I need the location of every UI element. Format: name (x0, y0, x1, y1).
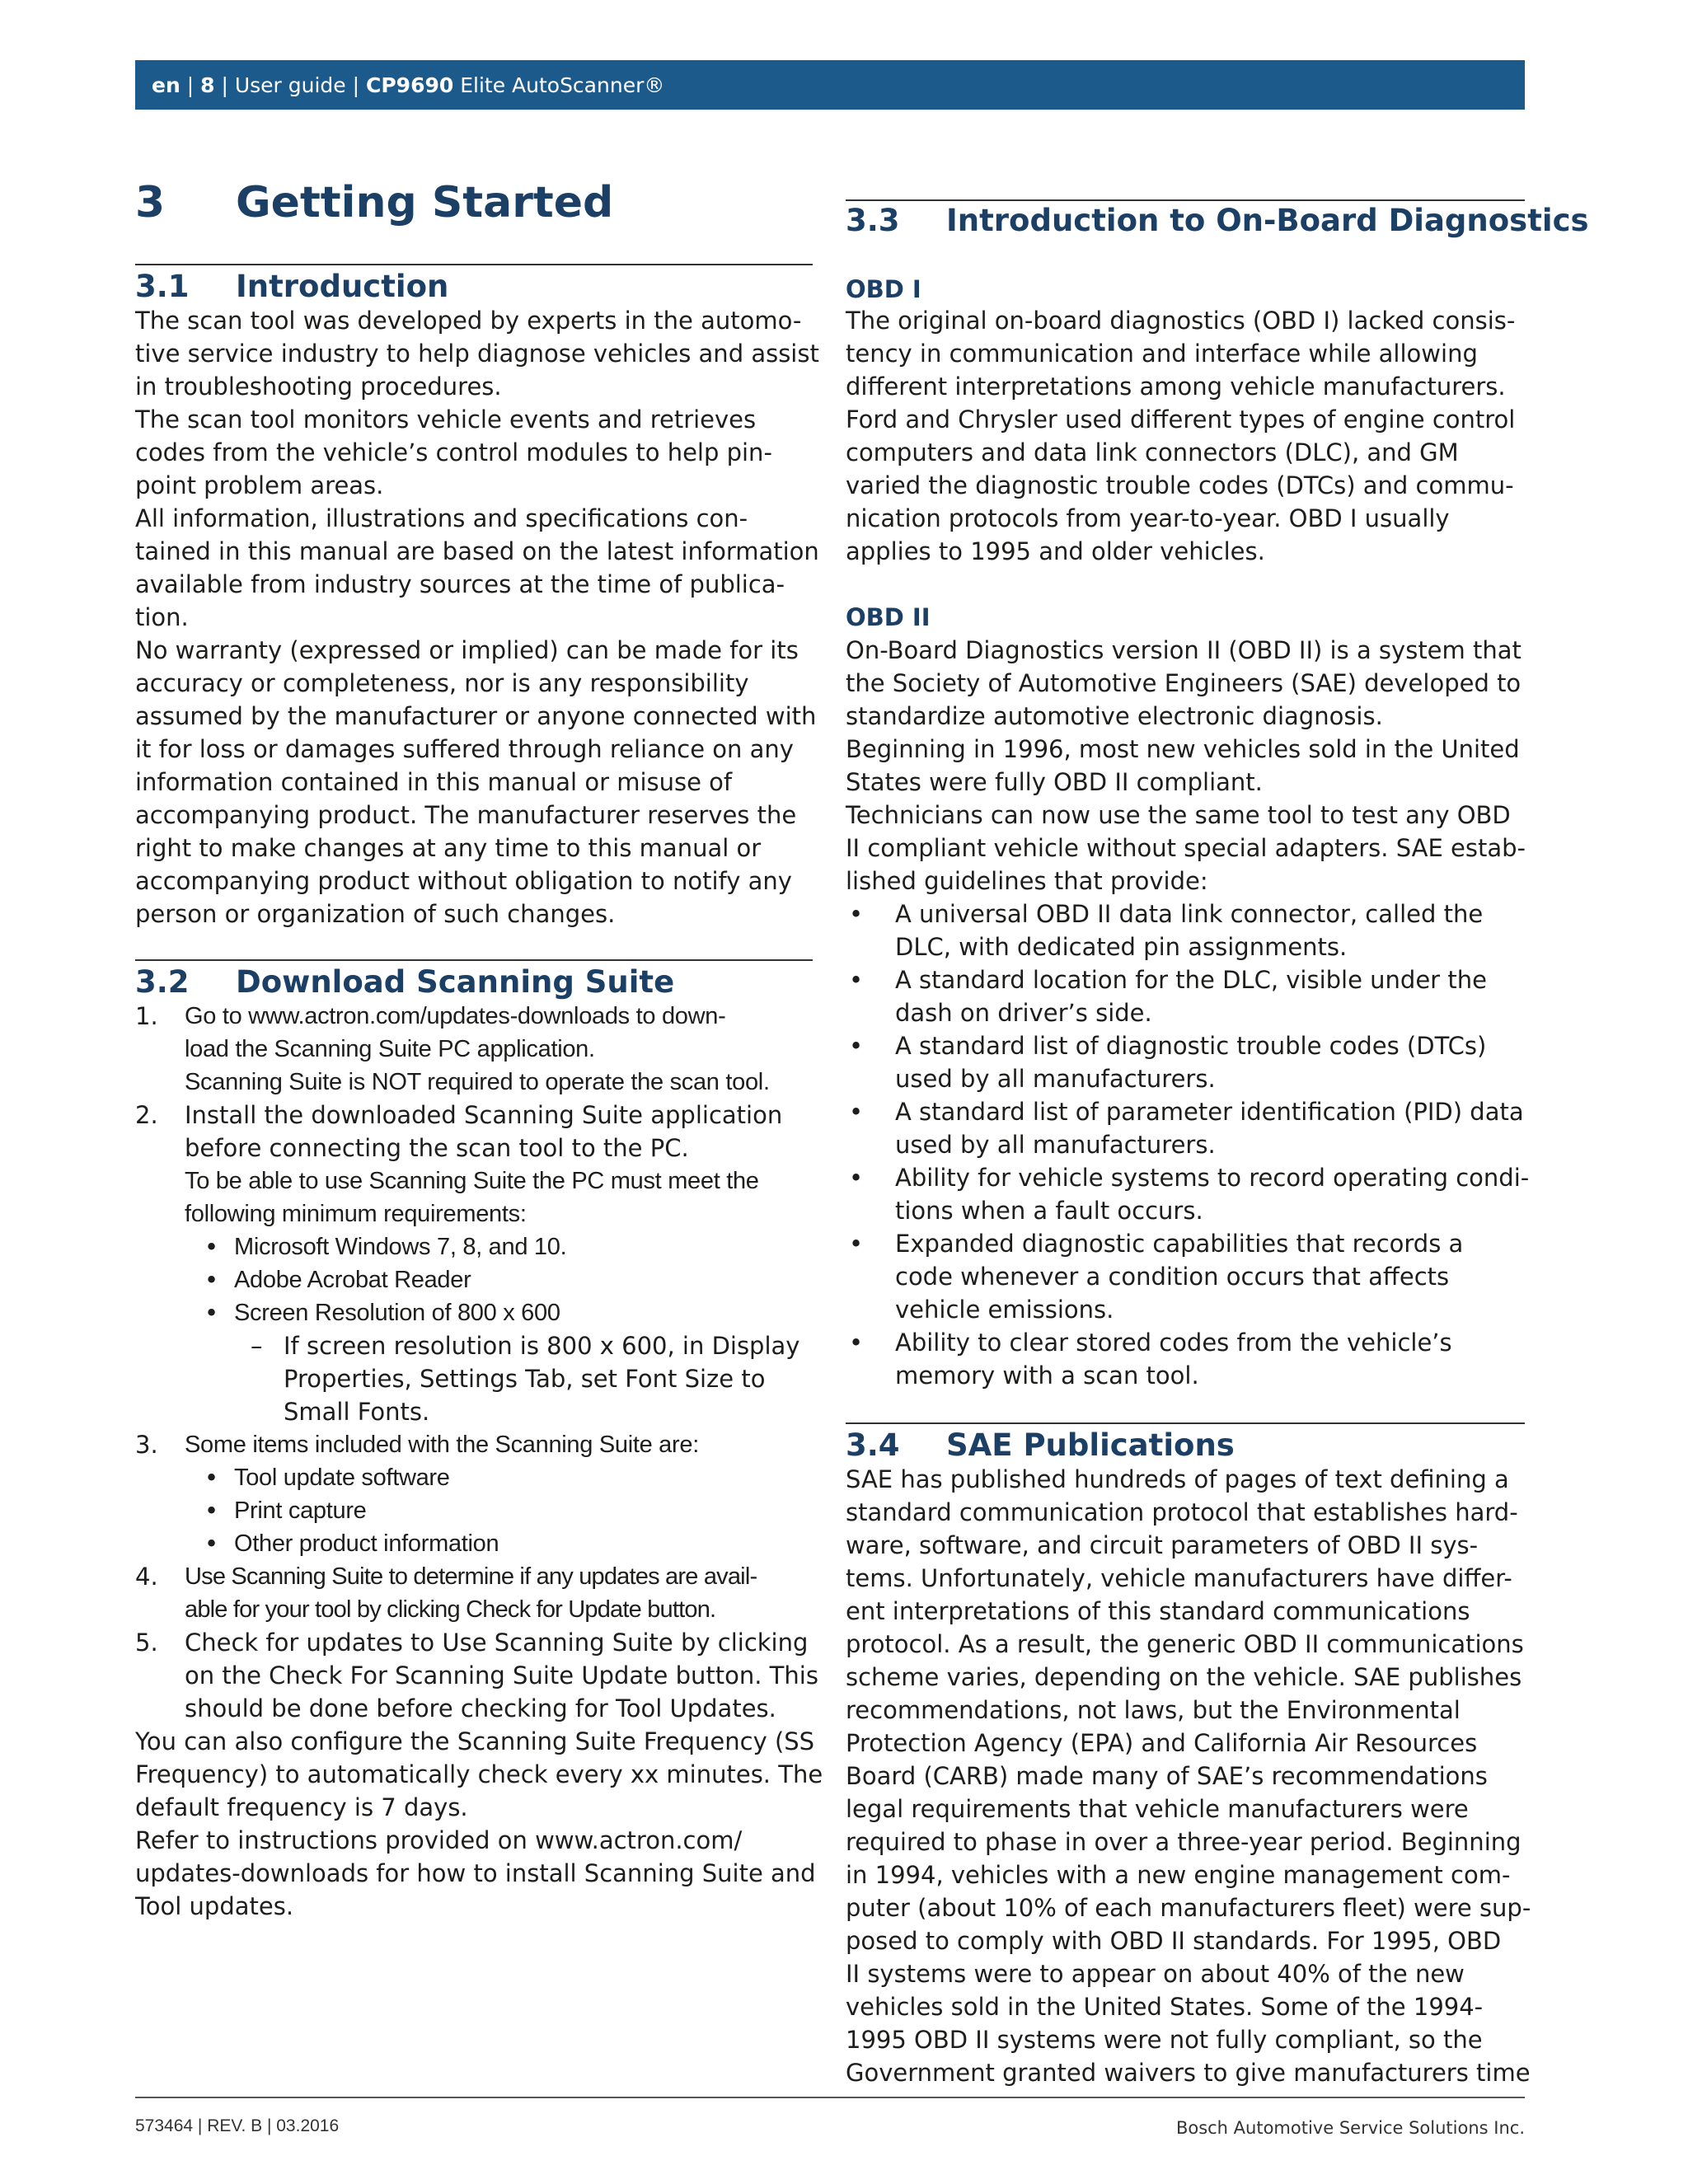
obd2-subheading: OBD II (846, 603, 931, 631)
download-line: Check for updates to Use Scanning Suite by clicking (185, 1629, 809, 1657)
download-line: Print capture (234, 1497, 367, 1524)
sae-line: ware, software, and circuit parameters of OBD II sys- (846, 1531, 1479, 1559)
intro-line: All information, illustrations and specifications con- (135, 504, 748, 532)
obd1-line: Ford and Chrysler used different types of engine control (846, 405, 1516, 434)
obd2-bullet-line: Expanded diagnostic capabilities that records a (895, 1230, 1464, 1258)
sae-line: Government granted waivers to give manufacturers time (846, 2059, 1531, 2087)
download-line: able for your tool by clicking Check for Update button. (185, 1596, 716, 1623)
obd1-line: different interpretations among vehicle manufacturers. (846, 373, 1506, 401)
sae-line: in 1994, vehicles with a new engine management com- (846, 1861, 1511, 1889)
section-rule (846, 1422, 1525, 1424)
download-line: on the Check For Scanning Suite Update button. This (185, 1661, 818, 1690)
intro-line: codes from the vehicle’s control modules to help pin- (135, 438, 772, 466)
obd2-bullet-line: A standard list of parameter identification (PID) data (895, 1098, 1524, 1126)
download-line: Go to www.actron.com/updates-downloads to down- (185, 1003, 726, 1029)
bullet-marker: • (849, 900, 864, 928)
sae-line: ent interpretations of this standard communications (846, 1597, 1470, 1625)
bullet-marker: • (204, 1233, 219, 1261)
footer-doc-ref: 573464 | REV. B | 03.2016 (135, 2116, 340, 2135)
chapter-heading (135, 178, 613, 227)
sae-line: posed to comply with OBD II standards. For 1995, OBD (846, 1927, 1502, 1955)
bullet-marker: • (204, 1497, 219, 1525)
sae-line: protocol. As a result, the generic OBD II communications (846, 1630, 1524, 1658)
header-model: CP9690 (366, 73, 454, 97)
intro-line: The scan tool was developed by experts in the automo- (135, 307, 802, 335)
intro-line: right to make changes at any time to this manual or (135, 834, 762, 862)
download-line: default frequency is 7 days. (135, 1793, 468, 1821)
section-title: Introduction (236, 269, 449, 304)
download-line: Use Scanning Suite to determine if any updates are avail- (185, 1563, 757, 1590)
obd1-line: tency in communication and interface while allowing (846, 340, 1478, 368)
sae-line: Protection Agency (EPA) and California Air Resources (846, 1729, 1478, 1757)
sae-line: legal requirements that vehicle manufacturers were (846, 1795, 1469, 1823)
sae-line: required to phase in over a three-year period. Beginning (846, 1828, 1522, 1856)
sae-line: 1995 OBD II systems were not fully compliant, so the (846, 2026, 1483, 2054)
bullet-marker: • (204, 1266, 219, 1294)
download-line: Install the downloaded Scanning Suite application (185, 1101, 783, 1129)
header-doc-type: User guide (234, 73, 346, 97)
intro-line: in troubleshooting procedures. (135, 373, 502, 401)
download-line: Scanning Suite is NOT required to operate the scan tool. (185, 1069, 770, 1095)
download-line: If screen resolution is 800 x 600, in Display (284, 1332, 800, 1360)
bullet-marker: • (204, 1530, 219, 1558)
download-line: Microsoft Windows 7, 8, and 10. (234, 1234, 567, 1260)
obd1-line: nication protocols from year-to-year. OBD I usually (846, 504, 1450, 532)
list-number: 2. (135, 1101, 158, 1129)
download-line: You can also configure the Scanning Suite Frequency (SS (135, 1727, 815, 1755)
obd1-line: applies to 1995 and older vehicles. (846, 537, 1265, 565)
header-lang: en (152, 73, 181, 97)
obd2-bullet-line: A standard list of diagnostic trouble codes (DTCs) (895, 1032, 1487, 1060)
intro-line: assumed by the manufacturer or anyone connected with (135, 702, 817, 730)
obd2-line: Technicians can now use the same tool to test any OBD (846, 801, 1511, 829)
obd2-bullet-line: A universal OBD II data link connector, called the (895, 900, 1484, 928)
obd2-line: States were fully OBD II compliant. (846, 768, 1263, 796)
obd2-bullet-line: memory with a scan tool. (895, 1361, 1199, 1390)
download-line: load the Scanning Suite PC application. (185, 1036, 595, 1062)
header-product: Elite AutoScanner® (460, 73, 665, 97)
bullet-marker: • (204, 1299, 219, 1327)
download-line: Some items included with the Scanning Suite are: (185, 1432, 699, 1458)
footer-rule (135, 2097, 1525, 2098)
bullet-marker: • (849, 1329, 864, 1357)
obd1-line: computers and data link connectors (DLC), and GM (846, 438, 1459, 466)
download-line: should be done before checking for Tool Updates. (185, 1694, 776, 1722)
obd2-bullet-line: used by all manufacturers. (895, 1065, 1216, 1093)
download-line: Other product information (234, 1530, 499, 1557)
intro-line: tive service industry to help diagnose vehicles and assist (135, 340, 819, 368)
section-3-2-heading (135, 964, 674, 1000)
intro-line: available from industry sources at the time of publica- (135, 570, 785, 598)
bullet-marker: • (849, 1032, 864, 1060)
header-page-number: 8 (200, 73, 215, 97)
section-rule (135, 264, 813, 265)
download-line: Properties, Settings Tab, set Font Size to (284, 1365, 766, 1393)
intro-line: point problem areas. (135, 471, 384, 499)
bullet-marker: • (849, 1230, 864, 1258)
section-3-1-heading (135, 269, 448, 304)
download-line: following minimum requirements: (185, 1201, 527, 1227)
section-number: 3.2 (135, 964, 190, 1000)
download-line: Tool update software (234, 1465, 450, 1491)
section-number: 3.1 (135, 269, 190, 304)
bullet-marker: • (204, 1464, 219, 1492)
intro-line: No warranty (expressed or implied) can be made for its (135, 636, 799, 664)
obd2-bullet-line: Ability for vehicle systems to record operating condi- (895, 1164, 1530, 1192)
sae-line: vehicles sold in the United States. Some of the 1994- (846, 1993, 1484, 2021)
obd2-line: standardize automotive electronic diagnosis. (846, 702, 1383, 730)
intro-line: accompanying product without obligation to notify any (135, 867, 792, 895)
obd2-line: On-Board Diagnostics version II (OBD II) is a system that (846, 636, 1522, 664)
download-line: Refer to instructions provided on www.actron.com/ (135, 1826, 743, 1854)
sae-line: standard communication protocol that establishes hard- (846, 1498, 1518, 1526)
sae-line: scheme varies, depending on the vehicle. SAE publishes (846, 1663, 1522, 1691)
section-rule (846, 199, 1525, 201)
section-3-3-heading (846, 203, 1589, 238)
list-number: 1. (135, 1002, 158, 1030)
dash-marker: – (251, 1332, 263, 1360)
obd2-line: II compliant vehicle without special adapters. SAE estab- (846, 834, 1526, 862)
header-sep: | (345, 73, 366, 97)
chapter-title: Getting Started (236, 178, 614, 227)
list-number: 5. (135, 1629, 158, 1657)
section-3-4-heading (846, 1427, 1235, 1463)
obd2-bullet-line: used by all manufacturers. (895, 1131, 1216, 1159)
obd2-bullet-line: Ability to clear stored codes from the vehicle’s (895, 1329, 1452, 1357)
section-title: Download Scanning Suite (236, 964, 675, 1000)
section-number: 3.3 (846, 203, 900, 238)
download-line: Screen Resolution of 800 x 600 (234, 1300, 560, 1326)
sae-line: recommendations, not laws, but the Environmental (846, 1696, 1461, 1724)
obd2-bullet-line: A standard location for the DLC, visible under the (895, 966, 1487, 994)
chapter-number: 3 (135, 178, 166, 227)
section-title: SAE Publications (946, 1427, 1235, 1463)
obd1-subheading: OBD I (846, 275, 921, 303)
obd1-line: varied the diagnostic trouble codes (DTCs) and commu- (846, 471, 1514, 499)
bullet-marker: • (849, 966, 864, 994)
download-line: To be able to use Scanning Suite the PC must meet the (185, 1168, 759, 1194)
bullet-marker: • (849, 1164, 864, 1192)
download-line: updates-downloads for how to install Scanning Suite and (135, 1859, 816, 1887)
intro-line: tained in this manual are based on the latest information (135, 537, 819, 565)
intro-line: it for loss or damages suffered through reliance on any (135, 735, 794, 763)
section-rule (135, 959, 813, 961)
section-title: Introduction to On-Board Diagnostics (946, 203, 1589, 238)
list-number: 3. (135, 1431, 158, 1459)
header-sep: | (214, 73, 235, 97)
obd2-bullet-line: tions when a fault occurs. (895, 1197, 1203, 1225)
intro-line: person or organization of such changes. (135, 900, 616, 928)
bullet-marker: • (849, 1098, 864, 1126)
download-line: Tool updates. (135, 1892, 294, 1920)
header-sep: | (180, 73, 201, 97)
sae-line: puter (about 10% of each manufacturers fleet) were sup- (846, 1894, 1531, 1922)
obd2-line: lished guidelines that provide: (846, 867, 1208, 895)
obd2-line: the Society of Automotive Engineers (SAE) developed to (846, 669, 1522, 697)
obd2-bullet-line: vehicle emissions. (895, 1296, 1114, 1324)
intro-line: tion. (135, 603, 189, 631)
intro-line: accuracy or completeness, nor is any responsibility (135, 669, 749, 697)
page-header (135, 60, 1525, 110)
download-line: Adobe Acrobat Reader (234, 1267, 471, 1293)
sae-line: SAE has published hundreds of pages of text defining a (846, 1465, 1509, 1493)
obd2-bullet-line: DLC, with dedicated pin assignments. (895, 933, 1348, 961)
obd1-line: The original on-board diagnostics (OBD I) lacked consis- (846, 307, 1516, 335)
footer-company: Bosch Automotive Service Solutions Inc. (1175, 2118, 1525, 2138)
sae-line: Board (CARB) made many of SAE’s recommendations (846, 1762, 1488, 1790)
intro-line: The scan tool monitors vehicle events and retrieves (135, 405, 757, 434)
download-line: Small Fonts. (284, 1398, 430, 1426)
intro-line: accompanying product. The manufacturer reserves the (135, 801, 797, 829)
section-number: 3.4 (846, 1427, 900, 1463)
obd2-line: Beginning in 1996, most new vehicles sold in the United (846, 735, 1520, 763)
list-number: 4. (135, 1563, 158, 1591)
sae-line: tems. Unfortunately, vehicle manufacturers have differ- (846, 1564, 1512, 1592)
download-line: Frequency) to automatically check every xx minutes. The (135, 1760, 823, 1788)
obd2-bullet-line: code whenever a condition occurs that affects (895, 1263, 1450, 1291)
sae-line: II systems were to appear on about 40% of the new (846, 1960, 1465, 1988)
download-line: before connecting the scan tool to the PC. (185, 1134, 689, 1162)
obd2-bullet-line: dash on driver’s side. (895, 999, 1152, 1027)
intro-line: information contained in this manual or misuse of (135, 768, 733, 796)
